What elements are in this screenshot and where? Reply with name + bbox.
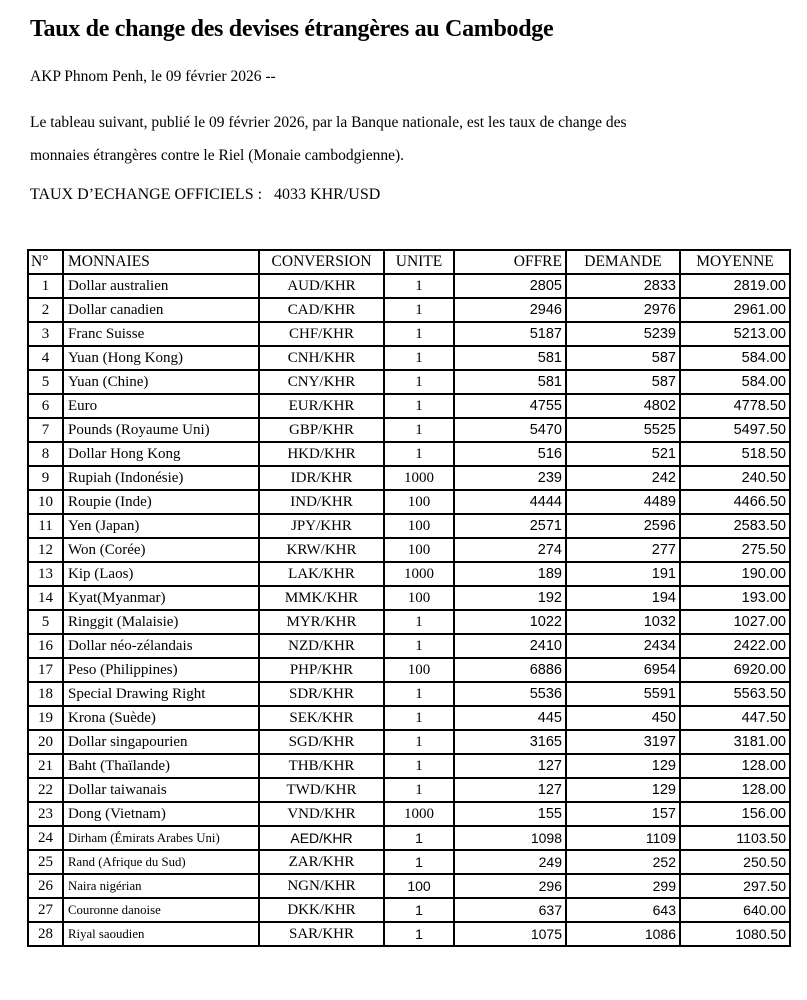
demande-value: 194	[566, 586, 680, 610]
column-header-no: N°	[28, 250, 63, 274]
currency-name: Dollar canadien	[63, 298, 259, 322]
table-row	[28, 898, 790, 922]
row-number: 20	[28, 730, 63, 754]
table-row	[28, 538, 790, 562]
conversion-code: HKD/KHR	[259, 442, 384, 466]
moyenne-value: 584.00	[680, 370, 790, 394]
moyenne-value: 1080.50	[680, 922, 790, 946]
demande-value: 587	[566, 346, 680, 370]
unit-value: 1000	[384, 802, 454, 826]
row-number: 2	[28, 298, 63, 322]
offre-value: 4444	[454, 490, 566, 514]
row-number: 23	[28, 802, 63, 826]
currency-name: Dollar Hong Kong	[63, 442, 259, 466]
currency-name: Dollar singapourien	[63, 730, 259, 754]
row-number: 21	[28, 754, 63, 778]
currency-name: Naira nigérian	[63, 874, 259, 898]
offre-value: 239	[454, 466, 566, 490]
unit-value: 1000	[384, 562, 454, 586]
offre-value: 1098	[454, 826, 566, 850]
unit-value: 100	[384, 586, 454, 610]
unit-value: 1	[384, 850, 454, 874]
table-row	[28, 802, 790, 826]
demande-value: 5591	[566, 682, 680, 706]
offre-value: 4755	[454, 394, 566, 418]
row-number: 27	[28, 898, 63, 922]
offre-value: 2805	[454, 274, 566, 298]
moyenne-value: 4466.50	[680, 490, 790, 514]
conversion-code: EUR/KHR	[259, 394, 384, 418]
conversion-code: PHP/KHR	[259, 658, 384, 682]
unit-value: 1	[384, 922, 454, 946]
demande-value: 1032	[566, 610, 680, 634]
moyenne-value: 2422.00	[680, 634, 790, 658]
demande-value: 2976	[566, 298, 680, 322]
table-row	[28, 346, 790, 370]
conversion-code: THB/KHR	[259, 754, 384, 778]
currency-name: Yuan (Chine)	[63, 370, 259, 394]
row-number: 25	[28, 850, 63, 874]
demande-value: 2833	[566, 274, 680, 298]
row-number: 6	[28, 394, 63, 418]
offre-value: 192	[454, 586, 566, 610]
row-number: 26	[28, 874, 63, 898]
conversion-code: SGD/KHR	[259, 730, 384, 754]
offre-value: 2410	[454, 634, 566, 658]
moyenne-value: 250.50	[680, 850, 790, 874]
table-row	[28, 778, 790, 802]
column-header-unite: UNITE	[384, 250, 454, 274]
moyenne-value: 4778.50	[680, 394, 790, 418]
table-row	[28, 298, 790, 322]
column-header-demande: DEMANDE	[566, 250, 680, 274]
currency-name: Franc Suisse	[63, 322, 259, 346]
moyenne-value: 240.50	[680, 466, 790, 490]
demande-value: 643	[566, 898, 680, 922]
moyenne-value: 128.00	[680, 778, 790, 802]
rates-table-body	[28, 274, 790, 946]
currency-name: Euro	[63, 394, 259, 418]
demande-value: 157	[566, 802, 680, 826]
conversion-code: ZAR/KHR	[259, 850, 384, 874]
offre-value: 274	[454, 538, 566, 562]
moyenne-value: 2819.00	[680, 274, 790, 298]
unit-value: 1	[384, 682, 454, 706]
moyenne-value: 156.00	[680, 802, 790, 826]
offre-value: 637	[454, 898, 566, 922]
offre-value: 445	[454, 706, 566, 730]
currency-name: Riyal saoudien	[63, 922, 259, 946]
currency-name: Roupie (Inde)	[63, 490, 259, 514]
row-number: 22	[28, 778, 63, 802]
row-number: 17	[28, 658, 63, 682]
row-number: 9	[28, 466, 63, 490]
page-title: Taux de change des devises étrangères au Cambodge	[30, 16, 554, 42]
offre-value: 155	[454, 802, 566, 826]
column-header-moyenne: MOYENNE	[680, 250, 790, 274]
intro-line-2: monnaies étrangères contre le Riel (Monaie cambodgienne).	[30, 147, 405, 164]
demande-value: 3197	[566, 730, 680, 754]
row-number: 8	[28, 442, 63, 466]
unit-value: 1	[384, 394, 454, 418]
currency-name: Couronne danoise	[63, 898, 259, 922]
row-number: 5	[28, 610, 63, 634]
row-number: 24	[28, 826, 63, 850]
conversion-code: NZD/KHR	[259, 634, 384, 658]
unit-value: 100	[384, 514, 454, 538]
moyenne-value: 2961.00	[680, 298, 790, 322]
unit-value: 1	[384, 754, 454, 778]
unit-value: 1	[384, 442, 454, 466]
currency-name: Special Drawing Right	[63, 682, 259, 706]
moyenne-value: 193.00	[680, 586, 790, 610]
table-row	[28, 490, 790, 514]
moyenne-value: 640.00	[680, 898, 790, 922]
table-row	[28, 562, 790, 586]
demande-value: 299	[566, 874, 680, 898]
unit-value: 100	[384, 658, 454, 682]
row-number: 4	[28, 346, 63, 370]
unit-value: 1	[384, 298, 454, 322]
table-row	[28, 658, 790, 682]
demande-value: 521	[566, 442, 680, 466]
unit-value: 1	[384, 898, 454, 922]
intro-paragraph	[30, 106, 791, 172]
offre-value: 127	[454, 754, 566, 778]
conversion-code: CAD/KHR	[259, 298, 384, 322]
unit-value: 1	[384, 322, 454, 346]
conversion-code: MMK/KHR	[259, 586, 384, 610]
conversion-code: VND/KHR	[259, 802, 384, 826]
moyenne-value: 5213.00	[680, 322, 790, 346]
moyenne-value: 1103.50	[680, 826, 790, 850]
currency-name: Dollar néo-zélandais	[63, 634, 259, 658]
demande-value: 252	[566, 850, 680, 874]
currency-name: Yuan (Hong Kong)	[63, 346, 259, 370]
row-number: 12	[28, 538, 63, 562]
row-number: 13	[28, 562, 63, 586]
moyenne-value: 190.00	[680, 562, 790, 586]
table-row	[28, 274, 790, 298]
currency-name: Dirham (Émirats Arabes Uni)	[63, 826, 259, 850]
currency-name: Ringgit (Malaisie)	[63, 610, 259, 634]
table-row	[28, 754, 790, 778]
row-number: 1	[28, 274, 63, 298]
moyenne-value: 297.50	[680, 874, 790, 898]
row-number: 3	[28, 322, 63, 346]
table-row	[28, 922, 790, 946]
moyenne-value: 518.50	[680, 442, 790, 466]
column-header-conversion: CONVERSION	[259, 250, 384, 274]
demande-value: 277	[566, 538, 680, 562]
demande-value: 6954	[566, 658, 680, 682]
table-row	[28, 826, 790, 850]
demande-value: 5239	[566, 322, 680, 346]
offre-value: 581	[454, 370, 566, 394]
conversion-code: MYR/KHR	[259, 610, 384, 634]
demande-value: 4802	[566, 394, 680, 418]
demande-value: 2434	[566, 634, 680, 658]
table-row	[28, 874, 790, 898]
table-header-row	[28, 250, 790, 274]
table-row	[28, 586, 790, 610]
row-number: 18	[28, 682, 63, 706]
unit-value: 100	[384, 874, 454, 898]
offre-value: 1022	[454, 610, 566, 634]
table-row	[28, 634, 790, 658]
conversion-code: IDR/KHR	[259, 466, 384, 490]
moyenne-value: 447.50	[680, 706, 790, 730]
offre-value: 581	[454, 346, 566, 370]
unit-value: 100	[384, 490, 454, 514]
row-number: 10	[28, 490, 63, 514]
unit-value: 1	[384, 370, 454, 394]
unit-value: 1	[384, 610, 454, 634]
conversion-code: TWD/KHR	[259, 778, 384, 802]
row-number: 11	[28, 514, 63, 538]
moyenne-value: 275.50	[680, 538, 790, 562]
offre-value: 3165	[454, 730, 566, 754]
dateline: AKP Phnom Penh, le 09 février 2026 --	[30, 68, 276, 85]
intro-line-1: Le tableau suivant, publié le 09 février 2026, par la Banque nationale, est les taux de change des	[30, 114, 627, 131]
unit-value: 1	[384, 274, 454, 298]
table-row	[28, 610, 790, 634]
demande-value: 2596	[566, 514, 680, 538]
currency-name: Dong (Vietnam)	[63, 802, 259, 826]
unit-value: 1	[384, 778, 454, 802]
moyenne-value: 128.00	[680, 754, 790, 778]
demande-value: 1109	[566, 826, 680, 850]
currency-name: Yen (Japan)	[63, 514, 259, 538]
offre-value: 2571	[454, 514, 566, 538]
offre-value: 5470	[454, 418, 566, 442]
moyenne-value: 6920.00	[680, 658, 790, 682]
unit-value: 1	[384, 730, 454, 754]
demande-value: 129	[566, 778, 680, 802]
conversion-code: CNH/KHR	[259, 346, 384, 370]
offre-value: 6886	[454, 658, 566, 682]
conversion-code: NGN/KHR	[259, 874, 384, 898]
table-row	[28, 322, 790, 346]
exchange-rates-table	[27, 249, 791, 947]
table-row	[28, 466, 790, 490]
offre-value: 1075	[454, 922, 566, 946]
demande-value: 191	[566, 562, 680, 586]
offre-value: 127	[454, 778, 566, 802]
unit-value: 1	[384, 826, 454, 850]
table-row	[28, 514, 790, 538]
conversion-code: CNY/KHR	[259, 370, 384, 394]
offre-value: 189	[454, 562, 566, 586]
row-number: 14	[28, 586, 63, 610]
conversion-code: GBP/KHR	[259, 418, 384, 442]
unit-value: 1	[384, 634, 454, 658]
moyenne-value: 5497.50	[680, 418, 790, 442]
currency-name: Dollar taiwanais	[63, 778, 259, 802]
currency-name: Kip (Laos)	[63, 562, 259, 586]
offre-value: 5536	[454, 682, 566, 706]
demande-value: 587	[566, 370, 680, 394]
currency-name: Peso (Philippines)	[63, 658, 259, 682]
table-row	[28, 442, 790, 466]
offre-value: 2946	[454, 298, 566, 322]
moyenne-value: 5563.50	[680, 682, 790, 706]
demande-value: 450	[566, 706, 680, 730]
currency-name: Rupiah (Indonésie)	[63, 466, 259, 490]
currency-name: Baht (Thaïlande)	[63, 754, 259, 778]
conversion-code: KRW/KHR	[259, 538, 384, 562]
demande-value: 129	[566, 754, 680, 778]
row-number: 7	[28, 418, 63, 442]
column-header-offre: OFFRE	[454, 250, 566, 274]
table-row	[28, 730, 790, 754]
moyenne-value: 2583.50	[680, 514, 790, 538]
table-row	[28, 418, 790, 442]
conversion-code: DKK/KHR	[259, 898, 384, 922]
conversion-code: AED/KHR	[259, 826, 384, 850]
conversion-code: IND/KHR	[259, 490, 384, 514]
row-number: 5	[28, 370, 63, 394]
table-row	[28, 706, 790, 730]
table-row	[28, 394, 790, 418]
demande-value: 242	[566, 466, 680, 490]
unit-value: 1	[384, 418, 454, 442]
demande-value: 5525	[566, 418, 680, 442]
currency-name: Kyat(Myanmar)	[63, 586, 259, 610]
currency-name: Pounds (Royaume Uni)	[63, 418, 259, 442]
conversion-code: LAK/KHR	[259, 562, 384, 586]
offre-value: 296	[454, 874, 566, 898]
row-number: 19	[28, 706, 63, 730]
conversion-code: SDR/KHR	[259, 682, 384, 706]
demande-value: 1086	[566, 922, 680, 946]
moyenne-value: 584.00	[680, 346, 790, 370]
conversion-code: SEK/KHR	[259, 706, 384, 730]
moyenne-value: 3181.00	[680, 730, 790, 754]
unit-value: 100	[384, 538, 454, 562]
offre-value: 249	[454, 850, 566, 874]
table-row	[28, 850, 790, 874]
currency-name: Krona (Suède)	[63, 706, 259, 730]
table-row	[28, 370, 790, 394]
unit-value: 1	[384, 706, 454, 730]
currency-name: Rand (Afrique du Sud)	[63, 850, 259, 874]
conversion-code: CHF/KHR	[259, 322, 384, 346]
conversion-code: AUD/KHR	[259, 274, 384, 298]
offre-value: 516	[454, 442, 566, 466]
official-rate-line: TAUX D’ECHANGE OFFICIELS : 4033 KHR/USD	[30, 186, 381, 203]
moyenne-value: 1027.00	[680, 610, 790, 634]
currency-name: Dollar australien	[63, 274, 259, 298]
row-number: 28	[28, 922, 63, 946]
unit-value: 1000	[384, 466, 454, 490]
table-row	[28, 682, 790, 706]
offre-value: 5187	[454, 322, 566, 346]
unit-value: 1	[384, 346, 454, 370]
column-header-monnaies: MONNAIES	[63, 250, 259, 274]
conversion-code: JPY/KHR	[259, 514, 384, 538]
currency-name: Won (Corée)	[63, 538, 259, 562]
demande-value: 4489	[566, 490, 680, 514]
conversion-code: SAR/KHR	[259, 922, 384, 946]
row-number: 16	[28, 634, 63, 658]
